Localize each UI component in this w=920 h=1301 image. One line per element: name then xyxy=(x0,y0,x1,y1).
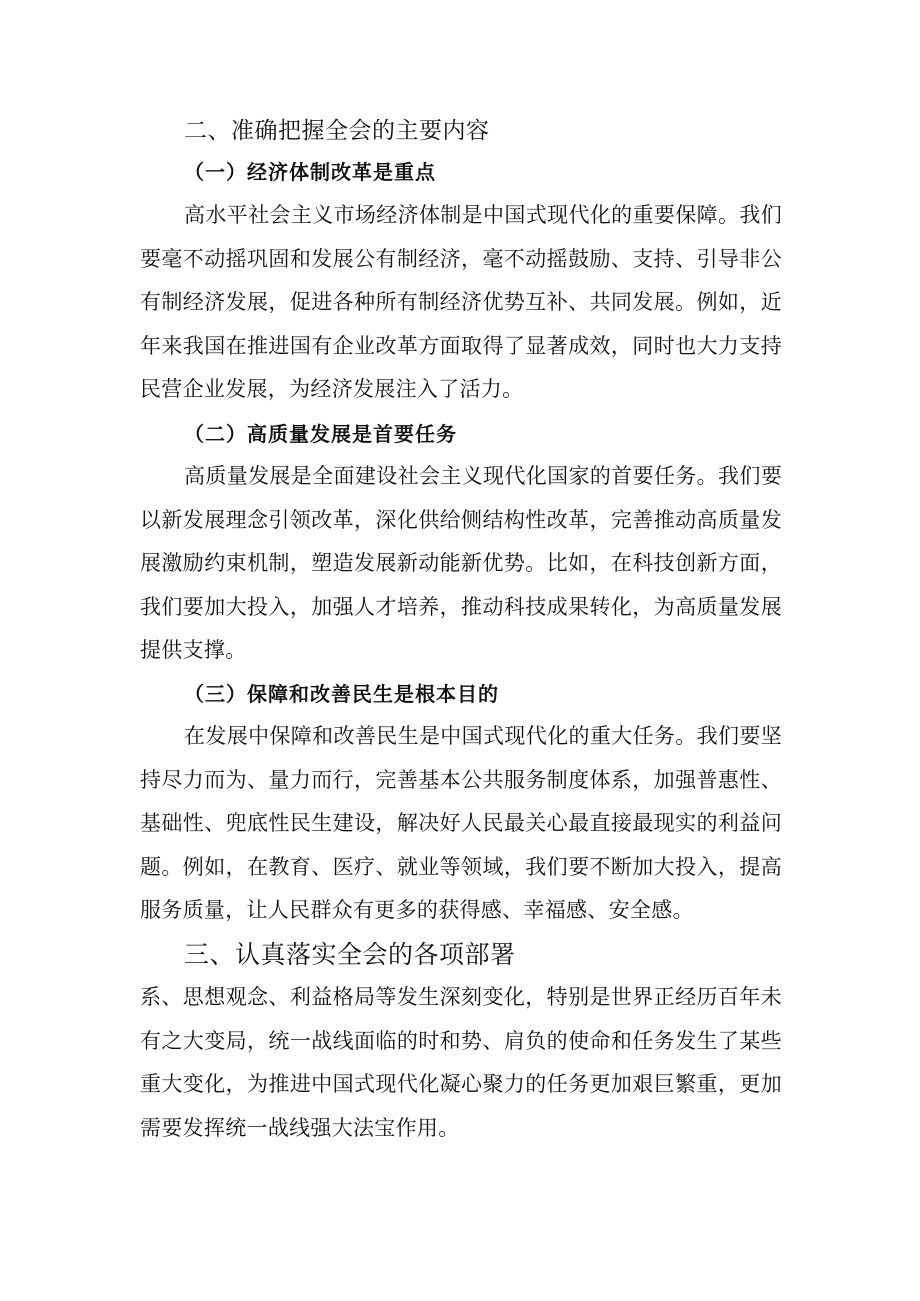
subheading-livelihood: （三）保障和改善民生是根本目的 xyxy=(184,682,499,706)
paragraph-united-front: 系、思想观念、利益格局等发生深刻变化，特别是世界正经历百年未有之大变局，统一战线面临的时和势、肩负的使命和任务发生了某些重大变化，为推进中国式现代化凝心聚力的任务更加艰巨繁重，更加需要发挥统一战线强大法宝作用。 xyxy=(140,985,782,1140)
paragraph-high-quality-development: 高质量发展是全面建设社会主义现代化国家的首要任务。我们要以新发展理念引领改革，深化供给侧结构性改革，完善推动高质量发展激励约束机制，塑造发展新动能新优势。比如，在科技创新方面，我们要加大投入，加强人才培养，推动科技成果转化，为高质量发展提供支撑。 xyxy=(140,464,782,663)
section-heading-3: 三、认真落实全会的各项部署 xyxy=(184,940,516,969)
paragraph-livelihood: 在发展中保障和改善民生是中国式现代化的重大任务。我们要坚持尽力而为、量力而行，完善基本公共服务制度体系，加强普惠性、基础性、兜底性民生建设，解决好人民最关心最直接最现实的利益问题。例如，在教育、医疗、就业等领域，我们要不断加大投入，提高服务质量，让人民群众有更多的获得感、幸福感、安全感。 xyxy=(140,724,782,923)
subheading-economic-reform: （一）经济体制改革是重点 xyxy=(184,160,436,184)
paragraph-economic-reform: 高水平社会主义市场经济体制是中国式现代化的重要保障。我们要毫不动摇巩固和发展公有制经济，毫不动摇鼓励、支持、引导非公有制经济发展，促进各种所有制经济优势互补、共同发展。例如，近年来我国在推进国有企业改革方面取得了显著成效，同时也大力支持民营企业发展，为经济发展注入了活力。 xyxy=(140,203,782,402)
subheading-high-quality-development: （二）高质量发展是首要任务 xyxy=(184,422,457,446)
section-heading-2: 二、准确把握全会的主要内容 xyxy=(184,118,490,144)
